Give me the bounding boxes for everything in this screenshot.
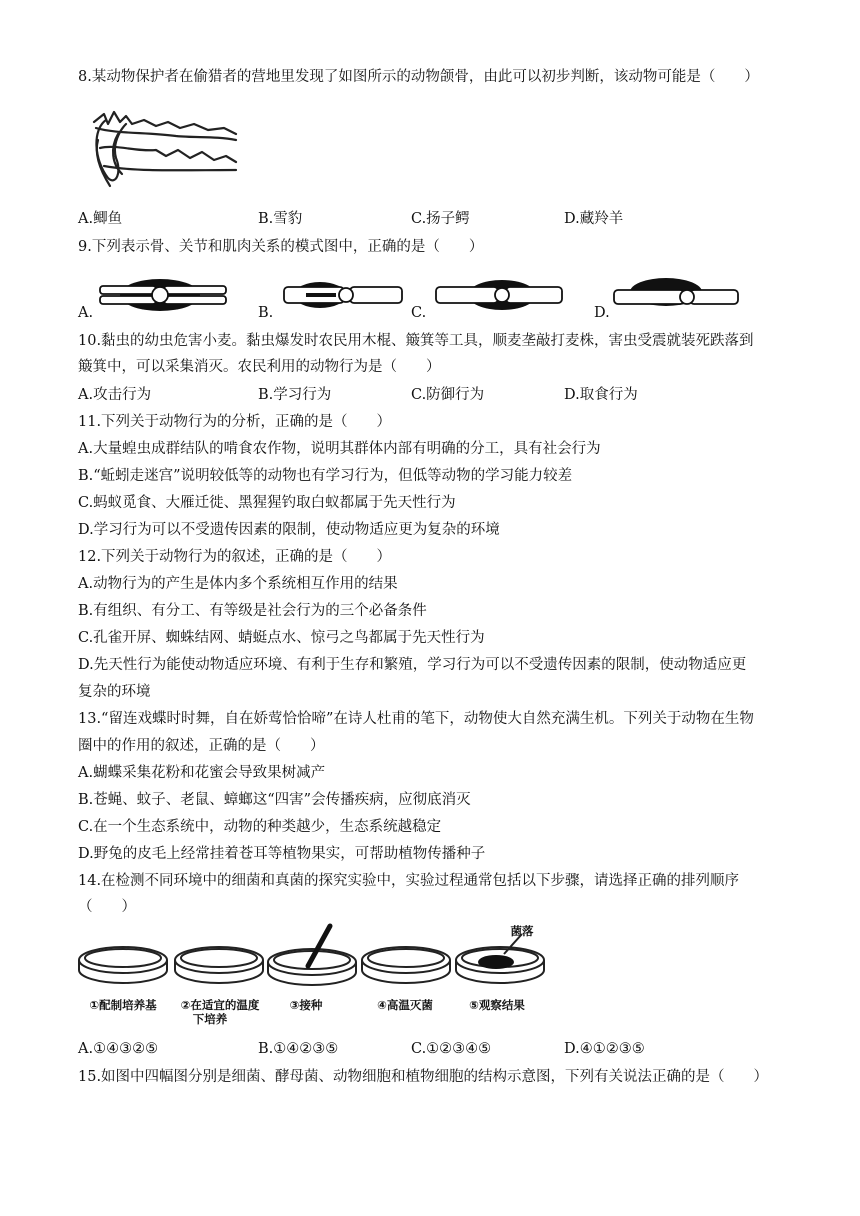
q10-option-d: D.取食行为 [564, 387, 638, 403]
q13-stem-line1: 13.“留连戏蝶时时舞，自在娇莺恰恰啼”在诗人杜甫的笔下，动物使大自然充满生机。下列关于动物在生物 [78, 711, 754, 727]
q9-option-c-label: C. [411, 305, 427, 321]
step-1-label: ①配制培养基 [89, 998, 157, 1012]
q10-option-c: C.防御行为 [411, 387, 485, 403]
q9-option-b-label: B. [258, 305, 274, 321]
q13-option-b: B.苍蝇、蚊子、老鼠、蟑螂这“四害”会传播疾病，应彻底消灭 [78, 792, 471, 808]
q10-option-b: B.学习行为 [258, 387, 332, 403]
q8-stem: 8.某动物保护者在偷猎者的营地里发现了如图所示的动物颌骨，由此可以初步判断，该动物可能是（ ） [78, 69, 759, 85]
q14-stem-line2: （ ） [78, 899, 136, 915]
q10-stem-line1: 10.黏虫的幼虫危害小麦。黏虫爆发时农民用木棍、簸箕等工具，顺麦垄敲打麦株，害虫受震就装死跌落到 [78, 333, 754, 349]
q13-option-d: D.野兔的皮毛上经常挂着苍耳等植物果实，可帮助植物传播种子 [78, 846, 486, 862]
step-5-label: ⑤观察结果 [469, 998, 525, 1012]
q8-option-c: C.扬子鳄 [411, 211, 470, 227]
q14-option-a: A.①④③②⑤ [78, 1041, 159, 1057]
q9-option-d-label: D. [594, 305, 610, 321]
colony-label: 菌落 [510, 924, 534, 938]
q12-option-d-continued: 复杂的环境 [78, 684, 151, 700]
q9-option-a-label: A. [78, 305, 94, 321]
step-3-label: ③接种 [289, 998, 323, 1012]
q9-stem: 9.下列表示骨、关节和肌肉关系的模式图中，正确的是（ ） [78, 239, 484, 255]
q14-option-d: D.④①②③⑤ [564, 1041, 645, 1057]
q11-stem: 11.下列关于动物行为的分析，正确的是（ ） [78, 414, 392, 430]
q11-option-b: B.“蚯蚓走迷宫”说明较低等的动物也有学习行为，但低等动物的学习能力较差 [78, 468, 573, 484]
q14-stem-line1: 14.在检测不同环境中的细菌和真菌的探究实验中，实验过程通常包括以下步骤，请选择正确的排列顺序 [78, 873, 740, 889]
q8-option-a: A.鲫鱼 [78, 211, 123, 227]
bone-joint-muscle-figure-c [430, 266, 566, 324]
q14-option-b: B.①④②③⑤ [258, 1041, 339, 1057]
q8-option-b: B.雪豹 [258, 211, 303, 227]
step-4-label: ④高温灭菌 [377, 998, 433, 1012]
q8-option-d: D.藏羚羊 [564, 211, 624, 227]
step-2-label: ②在适宜的温度 [180, 998, 260, 1012]
jaw-bone-figure [86, 100, 242, 192]
step-2-label-line2: 下培养 [192, 1012, 228, 1026]
bone-joint-muscle-figure-a [94, 266, 234, 324]
q13-option-c: C.在一个生态系统中，动物的种类越少，生态系统越稳定 [78, 819, 442, 835]
q10-stem-line2: 簸箕中，可以采集消灭。农民利用的动物行为是（ ） [78, 359, 441, 375]
q12-option-d: D.先天性行为能使动物适应环境、有利于生存和繁殖，学习行为可以不受遗传因素的限制，使动物适应更 [78, 657, 747, 673]
q11-option-a: A.大量蝗虫成群结队的啃食农作物，说明其群体内部有明确的分工，具有社会行为 [78, 441, 601, 457]
q14-option-c: C.①②③④⑤ [411, 1041, 492, 1057]
q11-option-c: C.蚂蚁觅食、大雁迁徙、黑猩猩钓取白蚁都属于先天性行为 [78, 495, 456, 511]
q12-stem: 12.下列关于动物行为的叙述，正确的是（ ） [78, 549, 392, 565]
q10-option-a: A.攻击行为 [78, 387, 152, 403]
q12-option-a: A.动物行为的产生是体内多个系统相互作用的结果 [78, 576, 398, 592]
q13-option-a: A.蝴蝶采集花粉和花蜜会导致果树减产 [78, 765, 326, 781]
q15-stem: 15.如图中四幅图分别是细菌、酵母菌、动物细胞和植物细胞的结构示意图，下列有关说法正确的是（ ） [78, 1069, 769, 1085]
q12-option-b: B.有组织、有分工、有等级是社会行为的三个必备条件 [78, 603, 427, 619]
q11-option-d: D.学习行为可以不受遗传因素的限制，使动物适应更为复杂的环境 [78, 522, 500, 538]
bone-joint-muscle-figure-b [276, 266, 406, 324]
petri-dish-steps-figure [76, 922, 550, 998]
q13-stem-line2: 圈中的作用的叙述，正确的是（ ） [78, 738, 325, 754]
q12-option-c: C.孔雀开屏、蜘蛛结网、蜻蜓点水、惊弓之鸟都属于先天性行为 [78, 630, 485, 646]
bone-joint-muscle-figure-d [610, 266, 742, 324]
